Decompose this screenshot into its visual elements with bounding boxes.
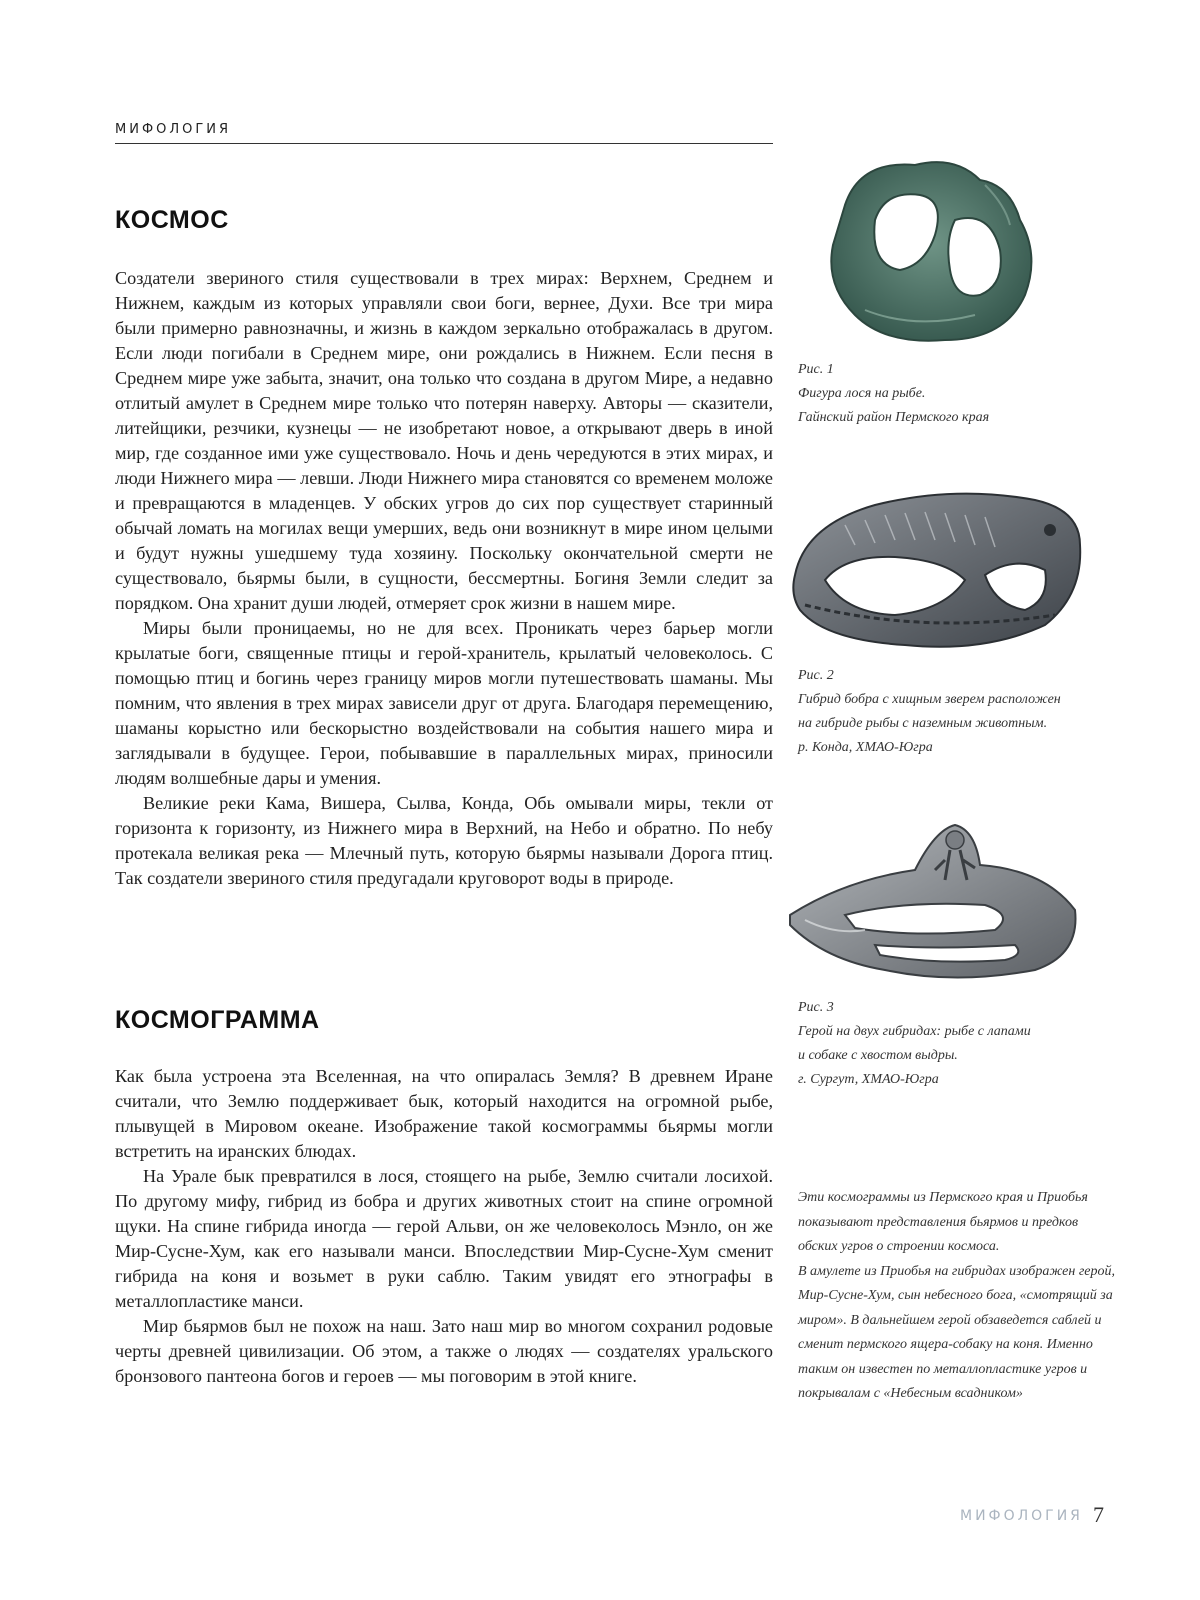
caption-line: Герой на двух гибридах: рыбе с лапами [798, 1024, 1031, 1039]
caption-line: на гибриде рыбы с наземным животным. [798, 716, 1048, 731]
paragraph: На Урале бык превратился в лося, стоящего на рыбе, Землю считали лосихой. По другому мифу, гибрид из бобра и других животных стоит на спине огромной щуки. На спине гибрида иногда — герой Альви, он же человеколось Мэнло, он же Мир-Сусне-Хум, как его называли манси. Впоследствии Мир-Сусне-Хум сменит гибрида на коня и возьмет в руки саблю. Таким увидят его этнографы в металлопластике манси. [115, 1166, 773, 1311]
paragraph: Великие реки Кама, Вишера, Сылва, Конда, Обь омывали миры, текли от горизонта к горизонту, из Нижнего мира в Верхний, на Небо и обратно. По небу протекала великая река — Млечный путь, которую бьярмы называли Дорога птиц. Так создатели звериного стиля предугадали круговорот воды в природе. [115, 793, 773, 888]
figure-1-caption [798, 358, 1118, 430]
figure-2-caption [798, 664, 1118, 760]
paragraph: Мир бьярмов был не похож на наш. Зато наш мир во многом сохранил родовые черты древней цивилизации. Об этом, а также о людях — создателях уральского бронзового пантеона богов и героев — мы поговорим в этой книге. [115, 1316, 773, 1386]
figure-3-caption [798, 996, 1118, 1092]
sidenote-paragraph: Эти космограммы из Пермского края и Приобья показывают представления бьярмов и предков обских угров о строении космоса. [798, 1190, 1088, 1254]
page-number: 7 [1093, 1502, 1104, 1527]
caption-line: Гайнский район Пермского края [798, 410, 990, 425]
caption-line: Фигура лося на рыбе. [798, 386, 926, 401]
caption-line: р. Конда, ХМАО-Югра [798, 740, 933, 755]
caption-line: г. Сургут, ХМАО-Югра [798, 1072, 939, 1087]
caption-line: и собаке с хвостом выдры. [798, 1048, 958, 1063]
running-header: МИФОЛОГИЯ [115, 122, 232, 137]
section-kosmogramma [115, 1008, 773, 1033]
figure-number: Рис. 3 [798, 1000, 834, 1015]
figure-1-image [805, 145, 1045, 355]
section-kosmos-body [115, 266, 773, 891]
paragraph: Миры были проницаемы, но не для всех. Проникать через барьер могли крылатые боги, священные птицы и герой-хранитель, крылатый человеколось. С помощью птиц и богинь через границу миров могли путешествовать шаманы. Мы помним, что явления в трех мирах зависели друг от друга. Благодаря перемещению, шаманы корыстно или бескорыстно воздействовали на события нашего мира и заглядывали в будущее. Герои, побывавшие в параллельных мирах, приносили людям волшебные дары и умения. [115, 618, 773, 788]
caption-line: Гибрид бобра с хищным зверем расположен [798, 692, 1061, 707]
sidenote [798, 1186, 1118, 1407]
section-kosmos [115, 208, 773, 233]
footer-section-label: МИФОЛОГИЯ [960, 1508, 1083, 1524]
figure-number: Рис. 2 [798, 668, 834, 683]
figure-3-image [785, 820, 1085, 985]
paragraph: Как была устроена эта Вселенная, на что опиралась Земля? В древнем Иране считали, что Землю поддерживает бык, который находится на огромной рыбе, плывущей в Мировом океане. Изображение такой космограммы бьярмы могли встретить на иранских блюдах. [115, 1066, 773, 1161]
figure-number: Рис. 1 [798, 362, 834, 377]
section-title: КОСМОС [115, 206, 229, 234]
header-rule [115, 143, 773, 144]
section-title: КОСМОГРАММА [115, 1006, 320, 1034]
paragraph: Создатели звериного стиля существовали в трех мирах: Верхнем, Среднем и Нижнем, каждым из которых управляли свои боги, вернее, Духи. Все три мира были примерно равнозначны, и жизнь в каждом зеркально отображалась в другом. Если люди погибали в Среднем мире, они рождались в Нижнем. Если песня в Среднем мире уже забыта, значит, она только что создана в другом Мире, а недавно отлитый амулет в Среднем мире только что потерян наверху. Авторы — сказители, литейщики, резчики, кузнецы — не изобретают новое, а открывают дверь в иной мир, где созданное ими уже существовало. Ночь и день чередуются в этих мирах, и люди Нижнего мира — левши. Люди Нижнего мира становятся со временем моложе и превращаются в младенцев. У обских угров до сих пор существует старинный обычай ломать на могилах вещи умерших, ведь они возникнут в мире ином целыми и будут нужны ушедшему туда хозяину. Поскольку окончательной смерти не существовало, бьярмы были, в сущности, бессмертны. Богиня Земли следит за порядком. Она хранит души людей, отмеряет срок жизни в нашем мире. [115, 268, 773, 613]
figure-2-image [785, 485, 1085, 655]
section-kosmogramma-body [115, 1064, 773, 1389]
sidenote-paragraph: В амулете из Приобья на гибридах изображен герой, Мир-Сусне-Хум, сын небесного бога, «смотрящий за миром». В дальнейшем герой обзаведется саблей и сменит пермского ящера-собаку на коня. Именно таким он известен по металлопластике угров и покрывалам с «Небесным всадником» [798, 1263, 1115, 1401]
